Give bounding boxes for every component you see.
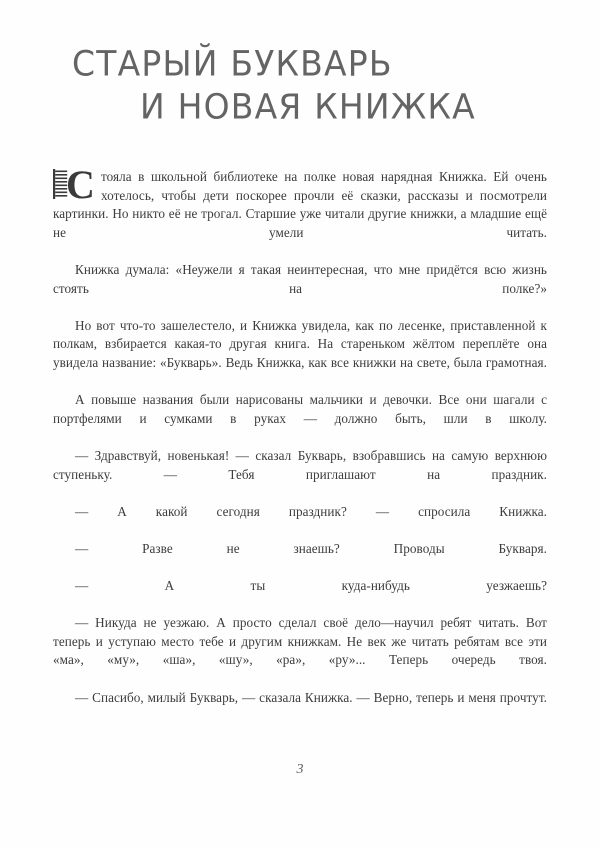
paragraph-text: — Разве не знаешь? Проводы Букваря. bbox=[75, 540, 547, 556]
page-number: 3 bbox=[296, 762, 304, 777]
paragraph-text: — Никуда не уезжаю. А просто сделал своё дело—научил ребят читать. Вот теперь и уступаю место тебе и другим книжкам. Не век же читать ребятам все эти «ма», «му», «ша», «шу», «ра», «ру»... Теперь очередь твоя. bbox=[53, 615, 547, 668]
paragraph bbox=[53, 447, 547, 503]
paragraph-text: А повыше названия были нарисованы мальчики и девочки. Все они шагали с портфелями и сумками в руках — должно быть, шли в школу. bbox=[53, 392, 547, 426]
paragraph bbox=[53, 261, 547, 317]
paragraph-text: Но вот что-то зашелестело, и Книжка увидела, как по лесенке, приставленной к полкам, взбирается какая-то другая книга. На стареньком жёлтом переплёте она увидела название: «Букварь». Ведь Книжка, как все книжки на свете, была грамотная. bbox=[53, 317, 547, 370]
dropcap-letter: С bbox=[66, 162, 95, 207]
paragraph bbox=[53, 162, 547, 261]
dropcap bbox=[53, 162, 99, 207]
paragraph-text: — Здравствуй, новенькая! — сказал Букварь, взобравшись на самую верхнюю ступеньку. — Тебя приглашают на праздник. bbox=[53, 447, 547, 482]
paragraph-text: — А какой сегодня праздник? — спросила Книжка. bbox=[75, 503, 547, 519]
page-title bbox=[0, 42, 600, 128]
paragraph bbox=[53, 391, 547, 447]
paragraph bbox=[53, 503, 547, 540]
paragraph-text: — А ты куда-нибудь уезжаешь? bbox=[75, 578, 547, 594]
title-line-1: СТАРЫЙ БУКВАРЬ bbox=[72, 42, 393, 85]
paragraph bbox=[53, 614, 547, 688]
paragraph bbox=[53, 689, 547, 726]
paragraph-text: — Спасибо, милый Букварь, — сказала Книжка. — Верно, теперь и меня прочтут. bbox=[75, 689, 547, 705]
title-line-2: И НОВАЯ КНИЖКА bbox=[140, 85, 476, 128]
paragraph bbox=[53, 317, 547, 391]
paragraph bbox=[53, 577, 547, 614]
paragraph bbox=[53, 540, 547, 577]
body-text bbox=[53, 162, 547, 726]
paragraph-text: тояла в школьной библиотеке на полке новая нарядная Книжка. Ей очень хотелось, чтобы дети поскорее прочли её сказки, рассказы и посмотрели картинки. Но никто её не трогал. Старшие уже читали другие книжки, а младшие ещё не умели читать. bbox=[53, 169, 547, 240]
paragraph-text: Книжка думала: «Неужели я такая неинтересная, что мне придётся всю жизнь стоять на полке?» bbox=[53, 261, 547, 296]
